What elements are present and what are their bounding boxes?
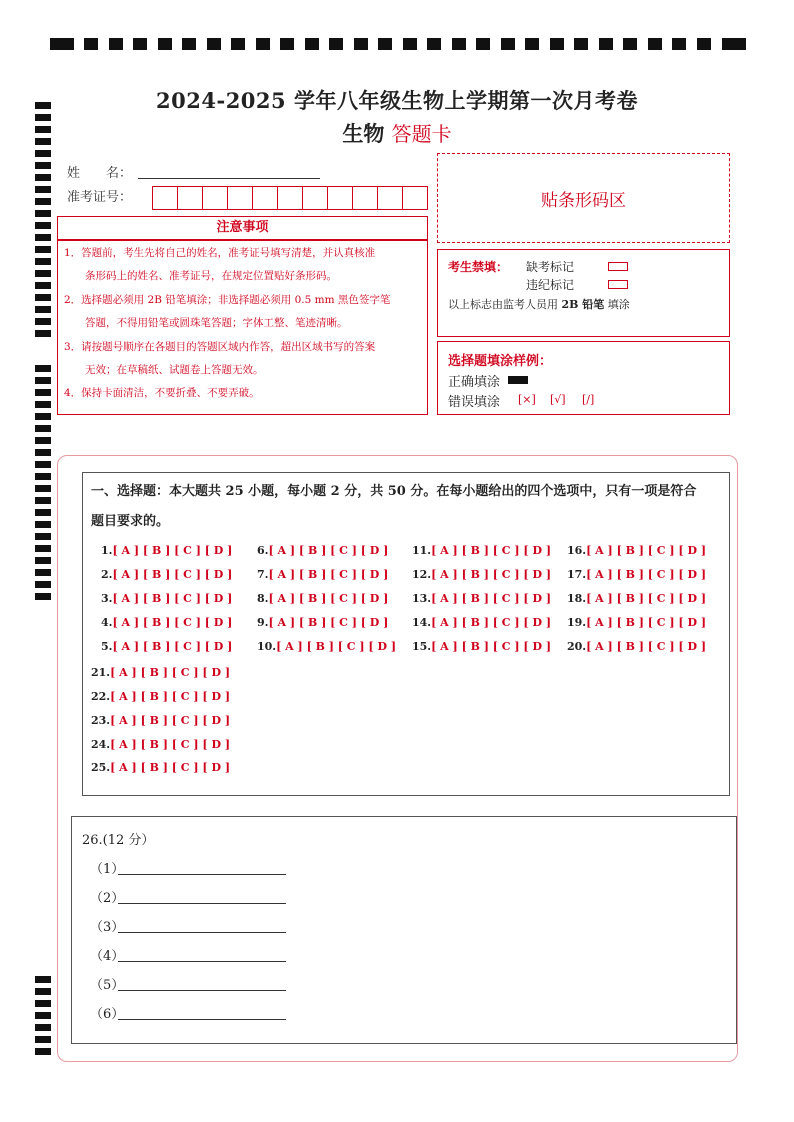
mc-question-23 xyxy=(91,714,230,727)
timing-mark xyxy=(35,198,51,205)
answer-options[interactable]: [ A ] [ B ] [ C ] [ D ] xyxy=(431,592,552,605)
timing-mark xyxy=(35,222,51,229)
timing-mark xyxy=(35,162,51,169)
timing-mark xyxy=(109,38,123,50)
timing-mark xyxy=(599,38,613,50)
question-number: 7. xyxy=(257,568,269,581)
mc-question-11 xyxy=(412,544,551,557)
question-number: 12. xyxy=(412,568,432,581)
notice-line: 4．保持卡面清洁，不要折叠、不要弄破。 xyxy=(64,387,260,399)
mc-question-12 xyxy=(412,568,551,581)
mc-question-25 xyxy=(91,761,230,774)
left-timing-marks-bottom xyxy=(35,976,51,1060)
answer-options[interactable]: [ A ] [ B ] [ C ] [ D ] xyxy=(268,592,389,605)
fill-example-box xyxy=(437,341,730,415)
question-number: 1. xyxy=(101,544,113,557)
answer-line-1[interactable] xyxy=(118,874,286,875)
exam-id-digit-box[interactable] xyxy=(327,186,353,210)
barcode-label: 贴条形码区 xyxy=(541,190,626,211)
timing-mark xyxy=(35,306,51,313)
answer-options[interactable]: [ A ] [ B ] [ C ] [ D ] xyxy=(112,640,233,653)
timing-mark xyxy=(35,485,51,492)
timing-mark xyxy=(525,38,539,50)
exam-id-digit-box[interactable] xyxy=(377,186,403,210)
timing-mark xyxy=(35,282,51,289)
question-number: 23. xyxy=(91,714,111,727)
question-number: 15. xyxy=(412,640,432,653)
multiple-choice-section xyxy=(82,472,730,796)
mc-question-2 xyxy=(101,568,232,581)
timing-mark xyxy=(378,38,392,50)
exam-id-boxes[interactable] xyxy=(152,186,427,210)
question-number: 9. xyxy=(257,616,269,629)
sub-question-label: （3） xyxy=(90,920,125,935)
answer-options[interactable]: [ A ] [ B ] [ C ] [ D ] xyxy=(268,544,389,557)
timing-mark xyxy=(84,38,98,50)
mc-question-21 xyxy=(91,666,230,679)
timing-mark xyxy=(231,38,245,50)
mc-question-18 xyxy=(567,592,706,605)
wrong-mark-slash: [/] xyxy=(582,393,595,406)
forbidden-label: 考生禁填： xyxy=(448,260,509,274)
timing-mark xyxy=(35,581,51,588)
question-number: 16. xyxy=(567,544,587,557)
timing-mark xyxy=(35,401,51,408)
timing-mark xyxy=(35,449,51,456)
answer-options[interactable]: [ A ] [ B ] [ C ] [ D ] xyxy=(110,690,231,703)
timing-mark xyxy=(35,976,51,983)
timing-mark xyxy=(452,38,466,50)
mc-question-5 xyxy=(101,640,232,653)
mc-question-20 xyxy=(567,640,706,653)
timing-mark xyxy=(35,186,51,193)
exam-id-digit-box[interactable] xyxy=(352,186,378,210)
answer-options[interactable]: [ A ] [ B ] [ C ] [ D ] xyxy=(431,568,552,581)
answer-line-2[interactable] xyxy=(118,903,286,904)
mc-question-15 xyxy=(412,640,551,653)
timing-mark xyxy=(672,38,686,50)
timing-mark xyxy=(35,270,51,277)
answer-line-5[interactable] xyxy=(118,990,286,991)
exam-subtitle xyxy=(0,118,794,148)
notice-body xyxy=(57,240,428,415)
exam-id-digit-box[interactable] xyxy=(402,186,428,210)
correct-fill-label: 正确填涂 xyxy=(448,375,501,390)
timing-mark xyxy=(256,38,270,50)
note-bold: 2B 铅笔 xyxy=(561,298,605,311)
timing-mark xyxy=(35,377,51,384)
question-number: 20. xyxy=(567,640,587,653)
answer-options[interactable]: [ A ] [ B ] [ C ] [ D ] xyxy=(431,616,552,629)
timing-mark xyxy=(35,473,51,480)
timing-mark xyxy=(35,1012,51,1019)
question-number: 3. xyxy=(101,592,113,605)
question-number: 6. xyxy=(257,544,269,557)
exam-id-digit-box[interactable] xyxy=(202,186,228,210)
name-label: 姓 名： xyxy=(67,166,133,181)
timing-mark xyxy=(35,318,51,325)
timing-mark xyxy=(35,988,51,995)
exam-id-digit-box[interactable] xyxy=(277,186,303,210)
answer-options[interactable]: [ A ] [ B ] [ C ] [ D ] xyxy=(586,592,707,605)
violation-mark-box[interactable] xyxy=(608,280,628,289)
answer-options[interactable]: [ A ] [ B ] [ C ] [ D ] xyxy=(110,738,231,751)
question-number: 2. xyxy=(101,568,113,581)
answer-card-label: 答题卡 xyxy=(391,122,452,146)
answer-options[interactable]: [ A ] [ B ] [ C ] [ D ] xyxy=(112,544,233,557)
timing-mark xyxy=(35,533,51,540)
timing-mark xyxy=(182,38,196,50)
timing-mark xyxy=(427,38,441,50)
timing-mark xyxy=(35,521,51,528)
answer-options[interactable]: [ A ] [ B ] [ C ] [ D ] xyxy=(586,544,707,557)
wrong-mark-x: [×] xyxy=(518,393,536,406)
mc-question-4 xyxy=(101,616,232,629)
forbidden-note xyxy=(448,296,630,312)
top-timing-marks xyxy=(50,38,746,52)
mc-question-10 xyxy=(257,640,396,653)
question-26-header: 26.(12 分） xyxy=(82,833,155,848)
timing-mark xyxy=(476,38,490,50)
timing-mark xyxy=(35,258,51,265)
absent-mark-box[interactable] xyxy=(608,262,628,271)
notice-line: 3．请按题号顺序在各题目的答题区域内作答，超出区域书写的答案 xyxy=(64,341,376,353)
exam-id-digit-box[interactable] xyxy=(152,186,178,210)
answer-line-4[interactable] xyxy=(118,961,286,962)
notice-line: 无效；在草稿纸、试题卷上答题无效。 xyxy=(64,364,264,376)
timing-mark xyxy=(329,38,343,50)
answer-options[interactable]: [ A ] [ B ] [ C ] [ D ] xyxy=(110,714,231,727)
question-number: 19. xyxy=(567,616,587,629)
mc-question-3 xyxy=(101,592,232,605)
answer-options[interactable]: [ A ] [ B ] [ C ] [ D ] xyxy=(268,616,389,629)
left-timing-marks-middle xyxy=(35,365,51,605)
timing-mark xyxy=(35,413,51,420)
mc-instruction-line1: 一、选择题：本大题共 25 小题，每小题 2 分，共 50 分。在每小题给出的四个选项中，只有一项是符合 xyxy=(91,484,697,499)
correct-fill-sample xyxy=(508,376,528,384)
question-number: 24. xyxy=(91,738,111,751)
violation-mark-label: 违纪标记 xyxy=(526,278,575,292)
answer-options[interactable]: [ A ] [ B ] [ C ] [ D ] xyxy=(431,544,552,557)
timing-mark xyxy=(207,38,221,50)
timing-mark xyxy=(35,593,51,600)
answer-options[interactable]: [ A ] [ B ] [ C ] [ D ] xyxy=(110,761,231,774)
answer-options[interactable]: [ A ] [ B ] [ C ] [ D ] xyxy=(112,568,233,581)
timing-mark xyxy=(35,569,51,576)
timing-mark xyxy=(35,497,51,504)
exam-id-digit-box[interactable] xyxy=(302,186,328,210)
forbidden-fill-box xyxy=(437,249,730,337)
answer-options[interactable]: [ A ] [ B ] [ C ] [ D ] xyxy=(586,616,707,629)
question-number: 22. xyxy=(91,690,111,703)
answer-options[interactable]: [ A ] [ B ] [ C ] [ D ] xyxy=(112,616,233,629)
wrong-fill-label: 错误填涂 xyxy=(448,395,501,410)
sub-question-label: （4） xyxy=(90,949,125,964)
answer-options[interactable]: [ A ] [ B ] [ C ] [ D ] xyxy=(431,640,552,653)
notice-line: 条形码上的姓名、准考证号，在规定位置贴好条形码。 xyxy=(64,270,337,282)
timing-mark xyxy=(623,38,637,50)
question-number: 11. xyxy=(412,544,432,557)
question-number: 4. xyxy=(101,616,113,629)
mc-question-8 xyxy=(257,592,388,605)
mc-question-1 xyxy=(101,544,232,557)
timing-mark xyxy=(133,38,147,50)
mc-question-9 xyxy=(257,616,388,629)
timing-mark xyxy=(35,174,51,181)
timing-mark xyxy=(648,38,662,50)
timing-mark xyxy=(35,1036,51,1043)
notice-line: 2．选择题必须用 2B 铅笔填涂；非选择题必须用 0.5 mm 黑色签字笔 xyxy=(64,294,391,306)
sub-question-label: （2） xyxy=(90,891,125,906)
wrong-mark-check: [√] xyxy=(550,393,566,406)
answer-options[interactable]: [ A ] [ B ] [ C ] [ D ] xyxy=(586,568,707,581)
question-number: 17. xyxy=(567,568,587,581)
mc-question-22 xyxy=(91,690,230,703)
question-number: 5. xyxy=(101,640,113,653)
sub-question-label: （5） xyxy=(90,978,125,993)
timing-mark xyxy=(50,38,74,50)
sub-question-label: （6） xyxy=(90,1007,125,1022)
question-number: 14. xyxy=(412,616,432,629)
question-number: 10. xyxy=(257,640,277,653)
timing-mark xyxy=(501,38,515,50)
mc-question-19 xyxy=(567,616,706,629)
question-number: 25. xyxy=(91,761,111,774)
timing-mark xyxy=(35,246,51,253)
timing-mark xyxy=(354,38,368,50)
timing-mark xyxy=(35,330,51,337)
timing-mark xyxy=(35,1048,51,1055)
answer-options[interactable]: [ A ] [ B ] [ C ] [ D ] xyxy=(110,666,231,679)
exam-id-digit-box[interactable] xyxy=(252,186,278,210)
timing-mark xyxy=(35,210,51,217)
timing-mark xyxy=(35,1000,51,1007)
timing-mark xyxy=(35,389,51,396)
timing-mark xyxy=(35,294,51,301)
name-field[interactable] xyxy=(138,178,320,179)
answer-line-3[interactable] xyxy=(118,932,286,933)
barcode-area xyxy=(437,153,730,243)
answer-options[interactable]: [ A ] [ B ] [ C ] [ D ] xyxy=(276,640,397,653)
timing-mark xyxy=(35,1024,51,1031)
answer-options[interactable]: [ A ] [ B ] [ C ] [ D ] xyxy=(586,640,707,653)
mc-question-14 xyxy=(412,616,551,629)
question-26-section xyxy=(71,816,737,1044)
timing-mark xyxy=(35,425,51,432)
mc-question-7 xyxy=(257,568,388,581)
question-number: 8. xyxy=(257,592,269,605)
timing-mark xyxy=(403,38,417,50)
timing-mark xyxy=(280,38,294,50)
question-number: 13. xyxy=(412,592,432,605)
subject-label: 生物 xyxy=(342,121,385,146)
mc-question-16 xyxy=(567,544,706,557)
question-number: 18. xyxy=(567,592,587,605)
answer-options[interactable]: [ A ] [ B ] [ C ] [ D ] xyxy=(112,592,233,605)
timing-mark xyxy=(35,509,51,516)
answer-options[interactable]: [ A ] [ B ] [ C ] [ D ] xyxy=(268,568,389,581)
mc-question-17 xyxy=(567,568,706,581)
exam-id-digit-box[interactable] xyxy=(227,186,253,210)
timing-mark xyxy=(35,365,51,372)
mc-question-6 xyxy=(257,544,388,557)
notice-title: 注意事项 xyxy=(57,216,428,240)
exam-title: 2024-2025 学年八年级生物上学期第一次月考卷 xyxy=(156,88,638,113)
note-pre: 以上标志由监考人员用 xyxy=(448,298,558,311)
timing-mark xyxy=(35,437,51,444)
mc-question-24 xyxy=(91,738,230,751)
exam-id-digit-box[interactable] xyxy=(177,186,203,210)
sub-question-label: （1） xyxy=(90,862,125,877)
timing-mark xyxy=(35,545,51,552)
timing-mark xyxy=(574,38,588,50)
fill-example-title: 选择题填涂样例： xyxy=(448,354,553,369)
notice-line: 1．答题前，考生先将自己的姓名，准考证号填写清楚，并认真核准 xyxy=(64,247,376,259)
timing-mark xyxy=(697,38,711,50)
timing-mark xyxy=(550,38,564,50)
timing-mark xyxy=(35,461,51,468)
timing-mark xyxy=(158,38,172,50)
timing-mark xyxy=(305,38,319,50)
note-post: 填涂 xyxy=(607,298,630,311)
question-number: 21. xyxy=(91,666,111,679)
absent-mark-label: 缺考标记 xyxy=(526,260,575,274)
mc-instruction-line2: 题目要求的。 xyxy=(91,514,170,529)
mc-question-13 xyxy=(412,592,551,605)
timing-mark xyxy=(722,38,746,50)
notice-line: 答题，不得用铅笔或圆珠笔答题；字体工整、笔迹清晰。 xyxy=(64,317,348,329)
timing-mark xyxy=(35,150,51,157)
timing-mark xyxy=(35,234,51,241)
exam-id-label: 准考证号： xyxy=(67,190,133,205)
timing-mark xyxy=(35,557,51,564)
answer-line-6[interactable] xyxy=(118,1019,286,1020)
